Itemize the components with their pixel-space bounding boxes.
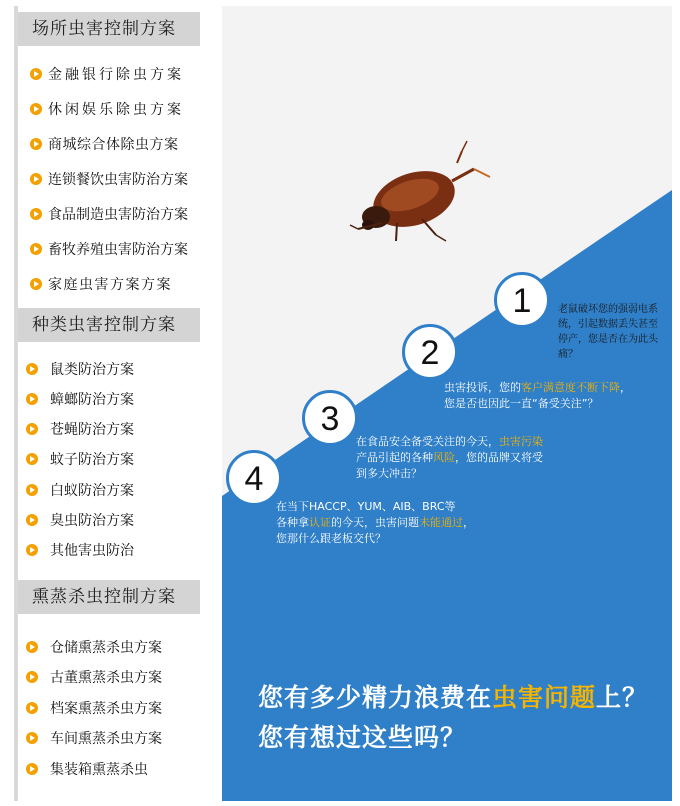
section-title-pest-type: 种类虫害控制方案 [18,308,200,342]
sidebar-item-finance-bank[interactable]: 金融银行除虫方案 [30,63,205,85]
section-title-fumigation: 熏蒸杀虫控制方案 [18,580,200,614]
sidebar-item-mosquito[interactable]: 蚊子防治方案 [26,448,201,470]
play-bullet-icon [26,484,38,496]
play-bullet-icon [26,641,38,653]
sidebar-item-rodent[interactable]: 鼠类防治方案 [26,358,201,380]
play-bullet-icon [30,173,42,185]
headline-line-2: 您有想过这些吗？ [258,723,467,752]
sidebar-item-restaurant-chain[interactable]: 连锁餐饮虫害防治方案 [30,168,205,190]
sidebar-item-fly[interactable]: 苍蝇防治方案 [26,418,201,440]
sidebar-item-cockroach[interactable]: 蟑螂防治方案 [26,388,201,410]
play-bullet-icon [30,68,42,80]
sidebar-item-archive-fumigation[interactable]: 档案熏蒸杀虫方案 [26,697,201,719]
step-4-text: 在当下HACCP、YUM、AIB、BRC等 各种拿认证的今天，虫害问题未能通过， 您那什么跟老板交代？ [276,500,474,545]
promo-banner [222,6,672,801]
play-bullet-icon [26,702,38,714]
play-bullet-icon [30,243,42,255]
play-bullet-icon [26,544,38,556]
play-bullet-icon [26,514,38,526]
sidebar-item-container-fumigation[interactable]: 集装箱熏蒸杀虫 [26,758,201,780]
step-1-text: 老鼠破坏您的强弱电系 统，引起数据丢失甚至 停产，您是否在为此头 痛？ [558,304,658,360]
sidebar-item-household[interactable]: 家庭虫害方案方案 [30,273,205,295]
play-bullet-icon [26,363,38,375]
step-2-text: 虫害投诉，您的客户满意度不断下降， 您是否也因此一直“备受关注”？ [444,381,631,410]
section-title-venue: 场所虫害控制方案 [18,12,200,46]
play-bullet-icon [26,423,38,435]
sidebar-item-mall[interactable]: 商城综合体除虫方案 [30,133,205,155]
play-bullet-icon [30,103,42,115]
step-3-text: 在食品安全备受关注的今天，虫害污染 产品引起的各种风险，您的品牌又将受 到多大冲击？ [356,435,543,480]
sidebar-item-termite[interactable]: 白蚁防治方案 [26,479,201,501]
step-1-circle: 1 [494,272,550,328]
step-2-circle: 2 [402,324,458,380]
sidebar-item-antique-fumigation[interactable]: 古董熏蒸杀虫方案 [26,666,201,688]
sidebar-item-other-pests[interactable]: 其他害虫防治 [26,539,201,561]
play-bullet-icon [26,671,38,683]
sidebar-item-bedbug[interactable]: 臭虫防治方案 [26,509,201,531]
step-3-circle: 3 [302,390,358,446]
headline-line-1: 您有多少精力浪费在虫害问题上？ [258,683,649,712]
sidebar-item-leisure[interactable]: 休闲娱乐除虫方案 [30,98,205,120]
play-bullet-icon [26,732,38,744]
play-bullet-icon [30,138,42,150]
beetle-icon [350,141,490,241]
play-bullet-icon [30,208,42,220]
sidebar-item-food-manufacturing[interactable]: 食品制造虫害防治方案 [30,203,205,225]
play-bullet-icon [26,763,38,775]
play-bullet-icon [26,453,38,465]
step-4-circle: 4 [226,450,282,506]
play-bullet-icon [26,393,38,405]
play-bullet-icon [30,278,42,290]
sidebar-item-livestock[interactable]: 畜牧养殖虫害防治方案 [30,238,205,260]
sidebar-divider [14,6,18,801]
sidebar-item-workshop-fumigation[interactable]: 车间熏蒸杀虫方案 [26,727,201,749]
sidebar-item-warehouse-fumigation[interactable]: 仓储熏蒸杀虫方案 [26,636,201,658]
sidebar [0,0,205,806]
